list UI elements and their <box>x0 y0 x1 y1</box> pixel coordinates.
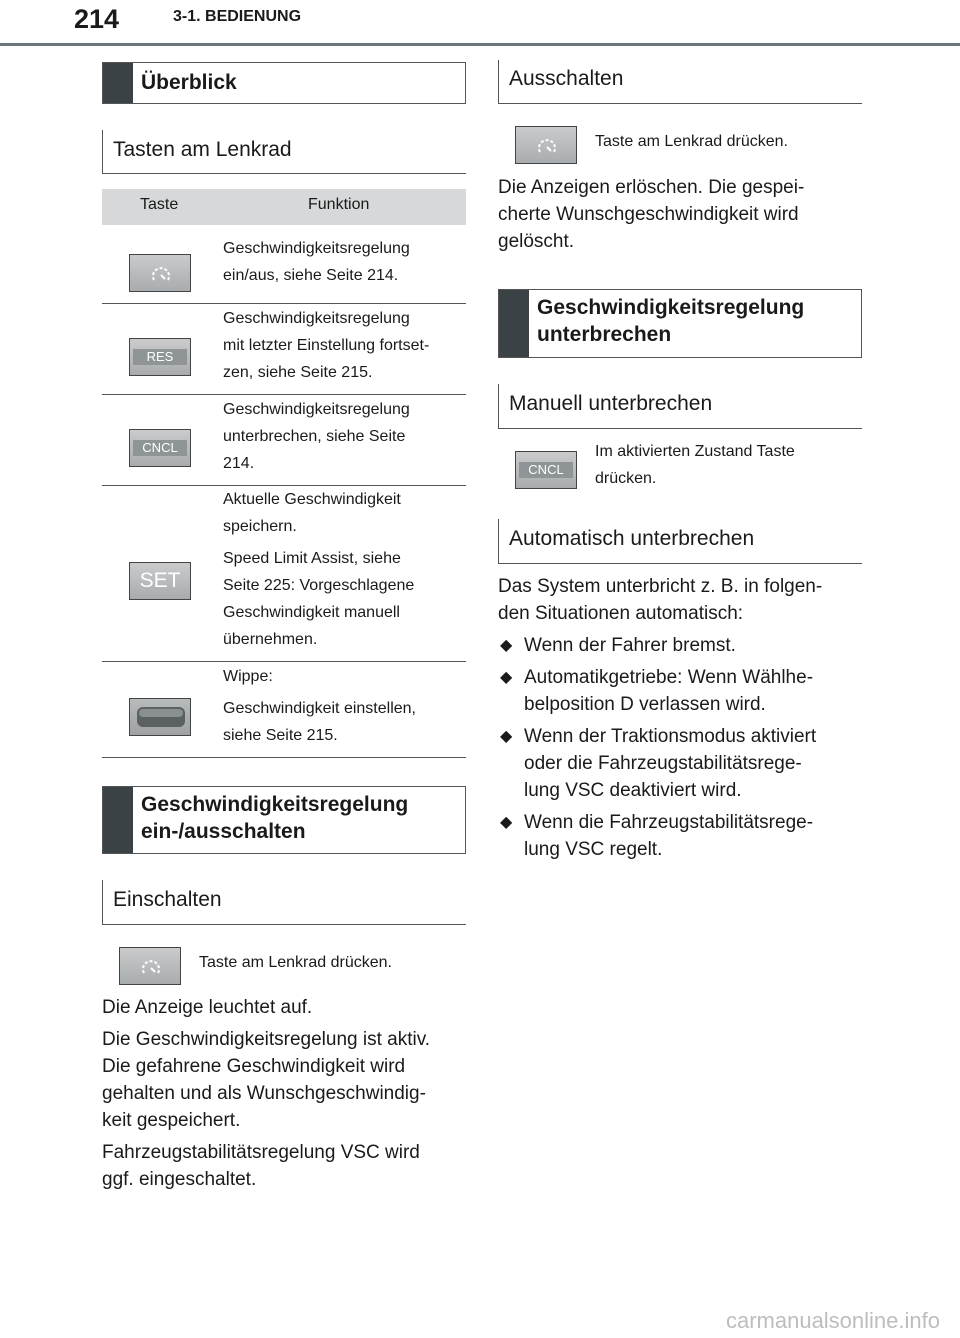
res-key <box>129 338 191 376</box>
list-item: ◆ Automatikgetriebe: Wenn Wählhe- belposition D verlassen wird. <box>500 667 814 715</box>
rocker-icon <box>133 701 189 733</box>
manual-step: Im aktivierten Zustand Taste drücken. <box>595 443 795 487</box>
cncl-key <box>515 451 577 489</box>
speedometer-icon <box>139 955 163 979</box>
table-header <box>102 189 466 225</box>
switch-off-heading-box <box>498 60 862 104</box>
switch-on-heading-box <box>102 880 466 925</box>
res-key-label: RES <box>133 349 187 365</box>
row-text: mit letzter Einstellung fortset- <box>223 337 430 354</box>
buttons-heading-box <box>102 130 466 174</box>
overview-heading: Überblick <box>141 71 237 94</box>
switch-on-step: Taste am Lenkrad drücken. <box>199 954 392 971</box>
row-text: 214. <box>223 455 255 472</box>
auto-bullet-list <box>498 632 862 868</box>
onoff-heading: Geschwindigkeitsregelung ein-/ausschalten <box>141 793 409 843</box>
cncl-key <box>129 429 191 467</box>
cruise-onoff-key <box>129 254 191 292</box>
table-row <box>102 661 466 758</box>
switch-off-text: Die Anzeigen erlöschen. Die gespei- cherte Wunschgeschwindigkeit wird gelöscht. <box>498 177 805 252</box>
speedometer-icon <box>149 262 173 286</box>
row-text: Geschwindigkeitsregelung <box>223 310 410 327</box>
auto-heading: Automatisch unterbrechen <box>509 527 755 550</box>
section-title: 3-1. BEDIENUNG <box>173 8 302 25</box>
overview-heading-box <box>102 62 466 104</box>
interrupt-heading: Geschwindigkeitsregelung unterbrechen <box>537 296 805 346</box>
row-text: Geschwindigkeitsregelung <box>223 240 410 257</box>
table-row <box>102 225 466 304</box>
page-number: 214 <box>74 4 120 34</box>
set-key <box>129 562 191 600</box>
row-text: siehe Seite 215. <box>223 727 338 744</box>
speedometer-icon <box>535 134 559 158</box>
set-key-label: SET <box>139 569 181 592</box>
manual-heading: Manuell unterbrechen <box>509 392 713 415</box>
col-key-label: Taste <box>140 196 179 213</box>
cncl-key-label: CNCL <box>133 440 187 456</box>
watermark: carmanualsonline.info <box>725 1308 940 1333</box>
table-row <box>102 303 466 395</box>
header-rule <box>0 43 960 46</box>
switch-on-text: Die Anzeige leuchtet auf. Die Geschwindigkeitsregelung ist aktiv. Die gefahrene Geschwindigkeit wird gehalten und als Wunschgeschwindig- keit gespeichert. Fahrzeugstabilitätsregelung VSC wird ggf. eingeschaltet. <box>102 997 431 1190</box>
row-text: speichern. <box>223 518 297 535</box>
table-row <box>102 394 466 486</box>
buttons-heading: Tasten am Lenkrad <box>113 138 292 161</box>
onoff-heading-box <box>102 786 466 854</box>
row-text: unterbrechen, siehe Seite <box>223 428 406 445</box>
cruise-onoff-key <box>119 947 181 985</box>
cruise-onoff-key <box>515 126 577 164</box>
row-text: Aktuelle Geschwindigkeit <box>223 491 401 508</box>
row-text: zen, siehe Seite 215. <box>223 364 373 381</box>
manual-heading-box <box>498 384 862 429</box>
list-item: ◆ Wenn der Fahrer bremst. <box>500 635 736 656</box>
switch-off-step: Taste am Lenkrad drücken. <box>595 133 788 150</box>
col-function-label: Funktion <box>308 196 370 213</box>
row-text: ein/aus, siehe Seite 214. <box>223 267 399 284</box>
row-text: Geschwindigkeit einstellen, <box>223 700 416 717</box>
table-row <box>102 485 466 662</box>
row-text: Geschwindigkeit manuell <box>223 604 400 621</box>
row-text: Geschwindigkeitsregelung <box>223 401 410 418</box>
row-text: übernehmen. <box>223 631 318 648</box>
rocker-key <box>129 698 191 736</box>
list-item: ◆ Wenn der Traktionsmodus aktiviert oder die Fahrzeugstabilitätsrege- lung VSC deaktiviert wird. <box>500 726 817 801</box>
row-text: Seite 225: Vorgeschlagene <box>223 577 415 594</box>
cncl-key-label: CNCL <box>519 462 573 478</box>
switch-off-heading: Ausschalten <box>509 67 624 90</box>
switch-on-heading: Einschalten <box>113 888 222 911</box>
interrupt-heading-box <box>498 289 862 358</box>
auto-intro: Das System unterbricht z. B. in folgen- den Situationen automatisch: <box>498 576 823 624</box>
row-text: Wippe: <box>223 668 273 685</box>
auto-heading-box <box>498 519 862 564</box>
list-item: ◆ Wenn die Fahrzeugstabilitätsrege- lung VSC regelt. <box>500 812 814 860</box>
row-text: Speed Limit Assist, siehe <box>223 550 401 567</box>
page-header <box>0 0 960 46</box>
